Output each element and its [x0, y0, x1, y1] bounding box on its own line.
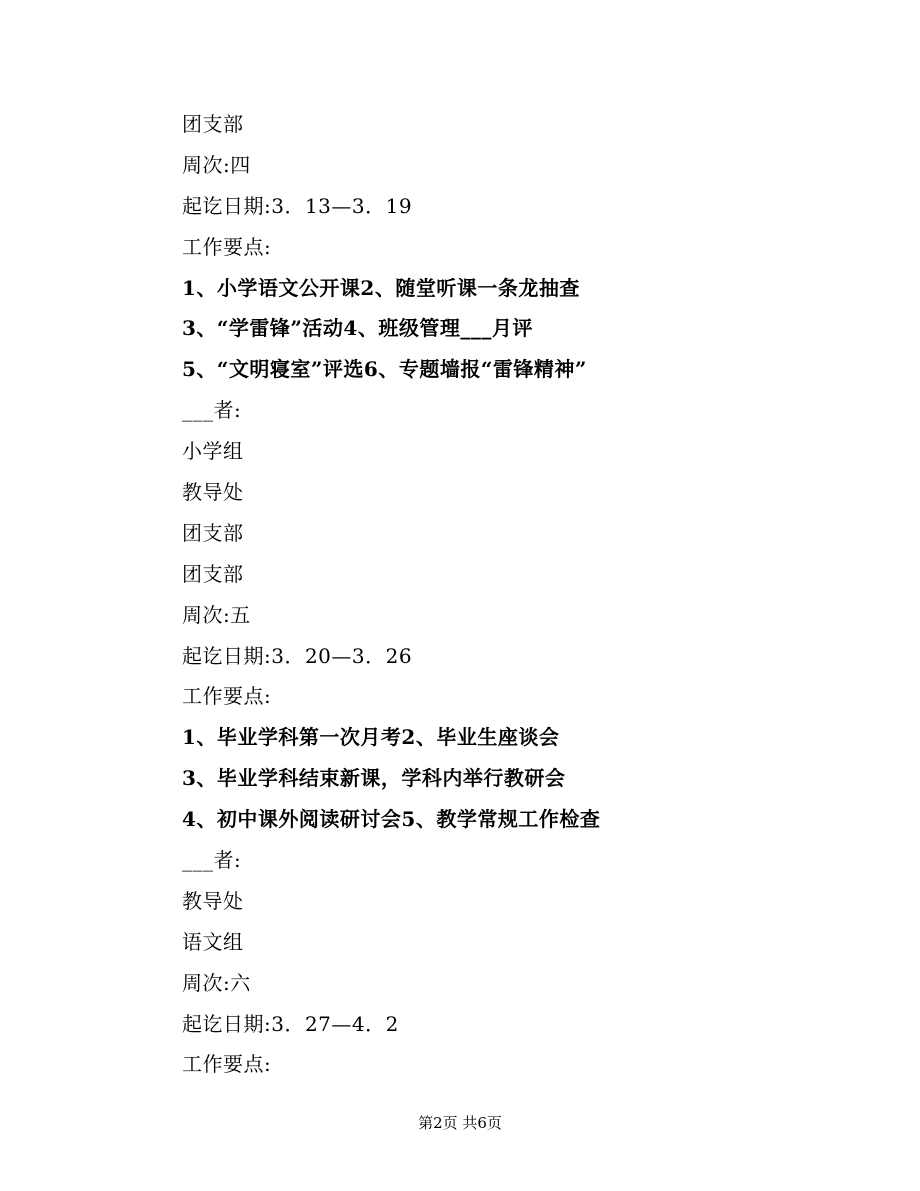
document-line: 工作要点: — [182, 234, 272, 259]
document-line: 工作要点: — [182, 684, 272, 709]
document-line: 团支部 — [182, 520, 244, 545]
document-line: 1、小学语文公开课2、随堂听课一条龙抽查 — [182, 275, 580, 300]
document-line: 起讫日期:3．27—4．2 — [182, 1011, 399, 1036]
document-line: 团支部 — [182, 561, 244, 586]
document-line: 4、初中课外阅读研讨会5、教学常规工作检查 — [182, 807, 601, 832]
document-line: 周次:六 — [182, 970, 251, 995]
document-line: 周次:四 — [182, 152, 251, 177]
document-line: 起讫日期:3．20—3．26 — [182, 643, 413, 668]
document-line: 3、“学雷锋”活动4、班级管理___月评 — [182, 316, 533, 341]
document-line: 1、毕业学科第一次月考2、毕业生座谈会 — [182, 725, 560, 750]
document-line: 语文组 — [182, 929, 244, 954]
document-line: 周次:五 — [182, 602, 251, 627]
document-line: 起讫日期:3．13—3．19 — [182, 193, 413, 218]
document-line: ___者: — [182, 398, 242, 423]
document-line: ___者: — [182, 848, 242, 873]
document-body — [182, 104, 842, 1085]
page-footer: 第2页 共6页 — [418, 1114, 502, 1132]
document-line: 团支部 — [182, 112, 244, 136]
document-line: 工作要点: — [182, 1052, 272, 1077]
document-line: 小学组 — [182, 439, 244, 464]
document-line: 3、毕业学科结束新课，学科内举行教研会 — [182, 766, 566, 791]
document-line: 教导处 — [182, 888, 244, 913]
document-line: 5、“文明寝室”评选6、专题墙报“雷锋精神” — [182, 357, 587, 382]
document-line: 教导处 — [182, 480, 244, 505]
